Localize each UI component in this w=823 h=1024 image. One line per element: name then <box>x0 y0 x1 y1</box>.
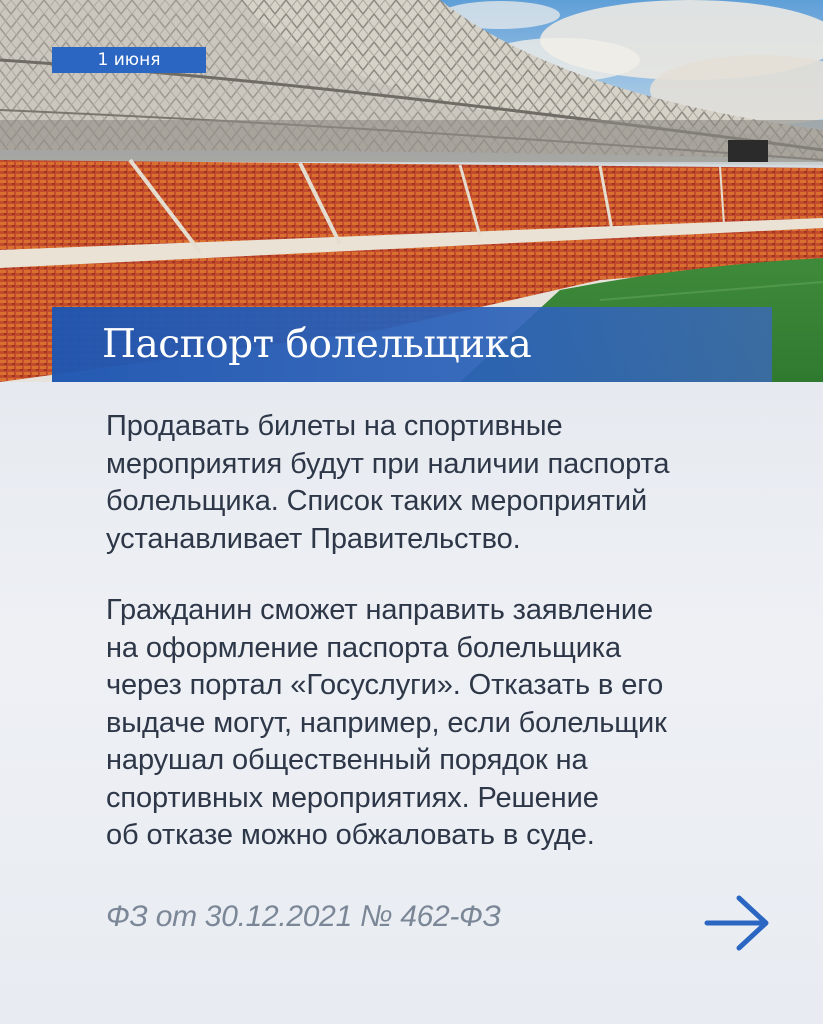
paragraph-line: Гражданин сможет направить заявление <box>106 594 654 626</box>
paragraph-line: выдаче могут, например, если болельщик <box>106 706 667 739</box>
paragraph-line: спортивных мероприятиях. Решение <box>106 781 599 814</box>
paragraph-1 <box>106 408 669 558</box>
paragraph-line: через портал «Госуслуги». Отказать в его <box>106 669 664 701</box>
paragraph-line: устанавливает Правительство. <box>106 522 521 555</box>
date-badge: 1 июня <box>52 47 206 73</box>
paragraph-line: на оформление паспорта болельщика <box>106 631 622 664</box>
page-title: Паспорт болельщика <box>102 322 532 367</box>
stadium-photo <box>0 0 823 382</box>
paragraph-line: нарушал общественный порядок на <box>106 744 588 776</box>
arrow-right-icon <box>703 892 773 954</box>
paragraph-line: Продавать билеты на спортивные <box>106 410 563 442</box>
paragraph-line: мероприятия будут при наличии паспорта <box>106 447 670 480</box>
paragraph-2 <box>106 592 667 855</box>
paragraph-line: болельщика. Список таких мероприятий <box>106 485 648 517</box>
law-reference: ФЗ от 30.12.2021 № 462-ФЗ <box>106 900 501 933</box>
title-banner <box>52 307 772 382</box>
next-arrow-button[interactable] <box>703 892 773 954</box>
paragraph-line: об отказе можно обжаловать в суде. <box>106 819 595 851</box>
